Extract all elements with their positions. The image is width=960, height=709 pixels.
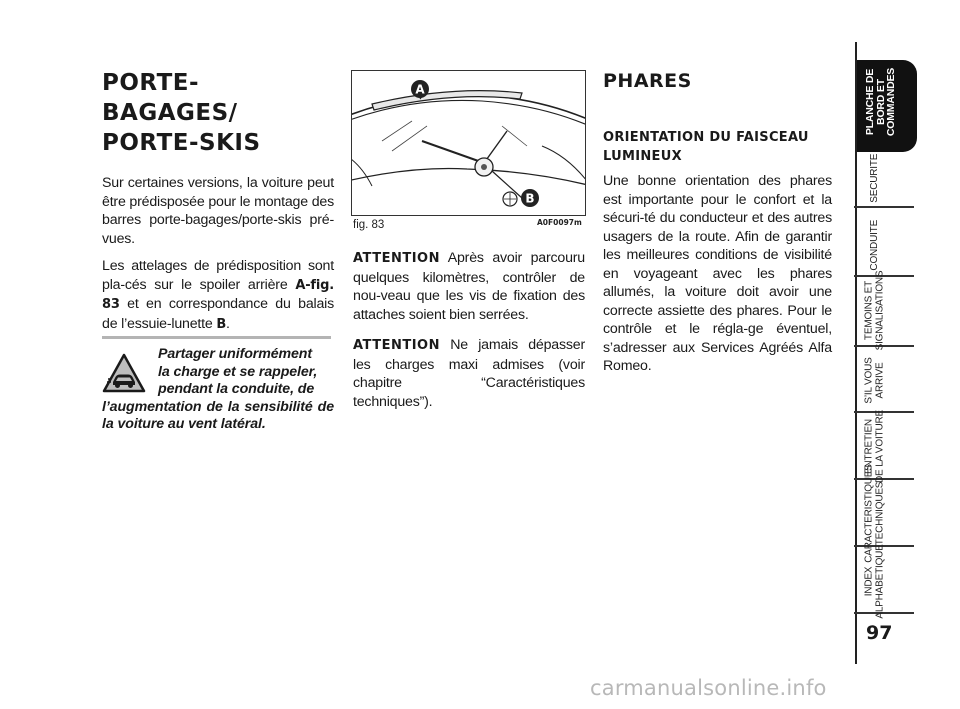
attention-text: Après avoir parcouru quelques kilomètres, contrôler de nou-veau que les vis de fixation des attaches soient bien serrées. xyxy=(353,250,585,323)
title-line-1: PORTE-BAGAGES/ xyxy=(102,70,238,126)
nav-tab-entretien[interactable]: ENTRETIEN DE LA VOITURE xyxy=(863,410,885,483)
label-a: A xyxy=(415,82,425,97)
text-part: Les attelages de prédisposition sont pla-cés sur le spoiler arrière xyxy=(102,258,334,293)
section-phares xyxy=(603,70,832,385)
attention-label: ATTENTION xyxy=(353,338,440,353)
subtitle-line-1: ORIENTATION DU FAISCEAU xyxy=(603,130,809,145)
nav-tab-caracteristiques[interactable]: CARACTERISTIQUES TECHNIQUES xyxy=(863,464,885,563)
nav-tab-index[interactable]: INDEX ALPHABETIQUE xyxy=(863,544,885,619)
warning-line-2: la charge et se rappeler, xyxy=(158,363,318,380)
paragraph-headlights: Une bonne orientation des phares est importante pour le confort et la sécuri-té du conducteur et des autres usagers de la route. Afin de garantir les meilleures conditions de visibilité en voyageant avec les phares allumés, la voiture doit avoir une correcte assiette des phares. Pour le contrôle et le régla-ge éventuel, s’adresser aux Services Agréés Alfa Romeo. xyxy=(603,173,832,374)
nav-tab-sil-vous-arrive[interactable]: S’IL VOUS ARRIVE xyxy=(863,357,885,404)
nav-tab-securite[interactable] xyxy=(870,143,881,213)
nav-tab-label: CONDUITE xyxy=(868,219,880,271)
label-b: B xyxy=(525,191,535,206)
watermark: carmanualsonline.info xyxy=(590,676,827,700)
section-attention xyxy=(353,249,585,420)
nav-tab-label: SECURITE xyxy=(868,153,880,203)
paragraph-attachments xyxy=(102,257,334,334)
attention-paragraph-1 xyxy=(353,249,585,324)
attention-text: Ne jamais dépasser les charges maxi admises (voir chapitre “Caractéristiques techniques”). xyxy=(353,337,585,410)
warning-line-3: pendant la conduite, de xyxy=(158,381,315,397)
warning-text xyxy=(102,346,334,434)
section-title: PHARES xyxy=(603,70,692,92)
nav-tab-temoins[interactable]: TEMOINS ET SIGNALISATIONS xyxy=(863,270,885,351)
item-reference: B xyxy=(216,316,227,332)
figure-code: A0F0097m xyxy=(537,218,582,227)
subtitle-line-2: LUMINEUX xyxy=(603,149,682,164)
warning-line-1: Partager uniformément xyxy=(158,346,312,362)
attention-paragraph-2 xyxy=(353,336,585,411)
warning-rest: l’augmentation de la sensibilité de la voiture au vent latéral. xyxy=(102,398,334,432)
nav-separator xyxy=(854,206,914,208)
nav-tab-label: PLANCHE DE BORD ET COMMANDES xyxy=(864,67,897,137)
text-part: et en correspondance du balais de l’essuie-lunette xyxy=(102,296,334,332)
section-title xyxy=(102,68,334,158)
figure-caption: fig. 83 xyxy=(353,219,385,231)
section-porte-bagages xyxy=(102,68,334,343)
rear-window-illustration xyxy=(352,71,585,215)
title-line-2: PORTE-SKIS xyxy=(102,130,261,156)
warning-divider xyxy=(102,336,331,339)
text-part: . xyxy=(226,315,230,332)
attention-label: ATTENTION xyxy=(353,251,440,266)
figure-83 xyxy=(351,70,586,216)
page-number: 97 xyxy=(866,622,893,644)
figure-reference: A-fig. 83 xyxy=(102,277,334,312)
paragraph-intro: Sur certaines versions, la voiture peut être prédisposée pour le montage des barres porte-bagages/porte-skis pré-vues. xyxy=(102,175,334,247)
subsection-title xyxy=(603,128,832,166)
